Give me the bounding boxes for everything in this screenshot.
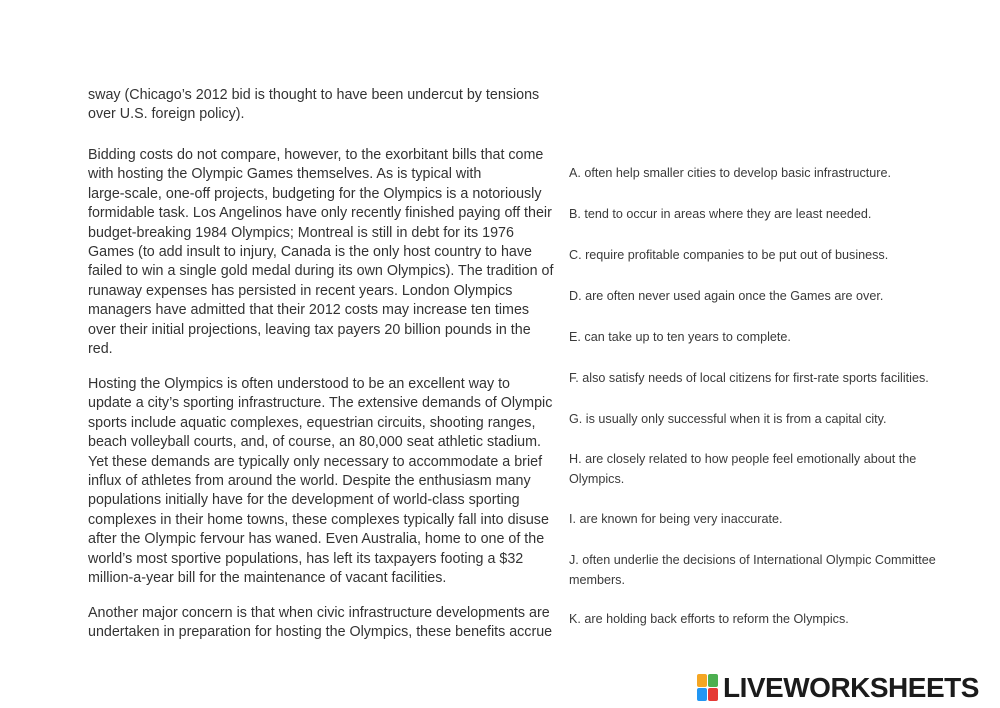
option-text: D. are often never used again once the Games are over. xyxy=(569,289,884,303)
text-line: managers have admitted that their 2012 costs may increase ten times xyxy=(88,302,530,319)
text-line: runaway expenses has persisted in recent years. London Olympics xyxy=(88,282,513,299)
option-a[interactable] xyxy=(569,164,979,184)
option-text: F. also satisfy needs of local citizens for first-rate sports facilities. xyxy=(569,371,929,385)
text-line: large-scale, one-off projects, budgeting for the Olympics is a notoriously xyxy=(88,185,542,202)
option-c[interactable] xyxy=(569,246,979,266)
text-line: complexes in their home towns, these complexes typically fall into disuse xyxy=(88,511,549,528)
option-text: I. are known for being very inaccurate. xyxy=(569,512,783,526)
article-paragraph xyxy=(88,146,553,359)
option-text: J. often underlie the decisions of International Olympic Committee xyxy=(569,553,936,567)
article-paragraph xyxy=(88,604,552,643)
text-line: failed to win a single gold medal during its own Olympics). The tradition of xyxy=(88,263,554,280)
option-f[interactable] xyxy=(569,369,979,389)
option-text: G. is usually only successful when it is from a capital city. xyxy=(569,412,887,426)
option-j[interactable] xyxy=(569,551,979,590)
article-paragraph xyxy=(88,375,552,588)
text-line: over their initial projections, leaving tax payers 20 billion pounds in the xyxy=(88,321,531,338)
logo-blocks-icon xyxy=(697,674,719,702)
text-line: after the Olympic fervour has waned. Even Australia, home to one of the xyxy=(88,531,545,548)
text-line: million-a-year bill for the maintenance of vacant facilities. xyxy=(88,570,447,587)
option-text: Olympics. xyxy=(569,471,625,486)
option-k[interactable] xyxy=(569,610,979,630)
text-line: update a city’s sporting infrastructure. The extensive demands of Olympic xyxy=(88,395,553,412)
option-i[interactable] xyxy=(569,510,979,530)
option-b[interactable] xyxy=(569,205,979,225)
text-line: beach volleyball courts, and, of course, an 80,000 seat athletic stadium. xyxy=(88,434,542,451)
option-d[interactable] xyxy=(569,287,979,307)
text-line: red. xyxy=(88,341,113,358)
option-e[interactable] xyxy=(569,328,979,348)
liveworksheets-logo[interactable] xyxy=(697,672,979,704)
option-text: E. can take up to ten years to complete. xyxy=(569,330,791,344)
option-text: B. tend to occur in areas where they are least needed. xyxy=(569,207,872,221)
text-line: world’s most sportive populations, has left its taxpayers footing a $32 xyxy=(88,550,524,567)
text-line: Yet these demands are typically only necessary to accommodate a brief xyxy=(88,453,543,470)
option-text: A. often help smaller cities to develop basic infrastructure. xyxy=(569,166,891,180)
option-text: H. are closely related to how people feel emotionally about the xyxy=(569,452,917,466)
text-line: influx of athletes from around the world. Despite the enthusiasm many xyxy=(88,473,531,490)
text-line: with hosting the Olympic Games themselves. As is typical with xyxy=(88,166,482,183)
article-paragraph xyxy=(88,86,539,125)
text-line: sports include aquatic complexes, equestrian circuits, shooting ranges, xyxy=(88,414,536,431)
text-line: Hosting the Olympics is often understood to be an excellent way to xyxy=(88,376,510,392)
text-line: Games (to add insult to injury, Canada is the only host country to have xyxy=(88,244,532,261)
text-line: populations initially have for the development of world-class sporting xyxy=(88,492,520,509)
text-line: sway (Chicago’s 2012 bid is thought to have been undercut by tensions xyxy=(88,87,540,103)
option-h[interactable] xyxy=(569,450,979,489)
option-text: members. xyxy=(569,572,625,587)
text-line: Bidding costs do not compare, however, to the exorbitant bills that come xyxy=(88,147,544,163)
text-line: undertaken in preparation for hosting the Olympics, these benefits accrue xyxy=(88,624,553,641)
text-line: over U.S. foreign policy). xyxy=(88,106,245,123)
logo-text: LIVEWORKSHEETS xyxy=(723,672,979,703)
option-text: K. are holding back efforts to reform the Olympics. xyxy=(569,612,849,626)
option-text: C. require profitable companies to be put out of business. xyxy=(569,248,889,262)
text-line: Another major concern is that when civic infrastructure developments are xyxy=(88,605,550,621)
text-line: formidable task. Los Angelinos have only recently finished paying off their xyxy=(88,205,552,222)
option-g[interactable] xyxy=(569,410,979,430)
text-line: budget-breaking 1984 Olympics; Montreal is still in debt for its 1976 xyxy=(88,224,514,241)
